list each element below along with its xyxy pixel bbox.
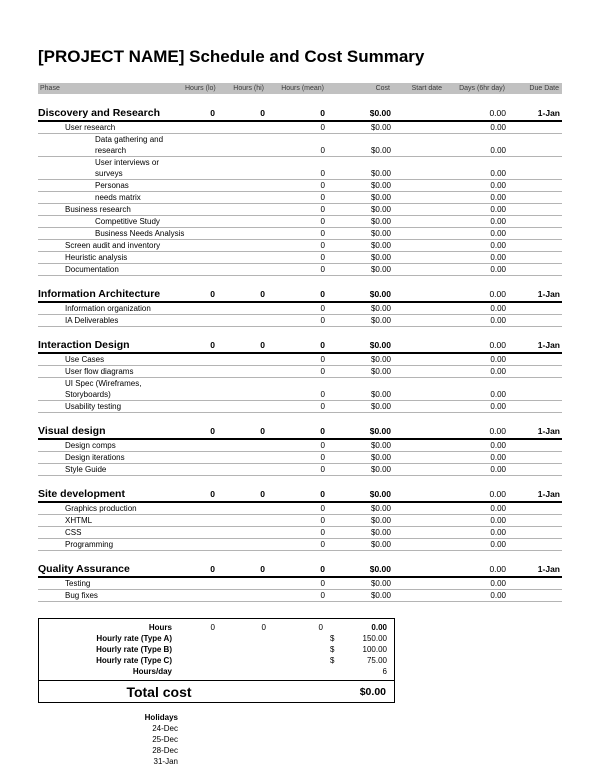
cost-cell: $0.00 [370,253,391,262]
hours-mean-cell: 0 [320,340,325,350]
section-name: Discovery and Research [38,107,160,119]
hours-mean-cell: 0 [320,123,325,132]
hours-mean-cell: 0 [320,304,325,313]
days-cell: 0.00 [490,540,506,549]
task-label: Competitive Study [95,217,160,226]
hours-lo-cell: 0 [210,340,215,350]
hours-mean-cell: 0 [320,516,325,525]
summary-label: Hours [148,623,172,632]
hours-mean-cell: 0 [320,181,325,190]
hours-mean-cell: 0 [320,193,325,202]
currency-symbol: $ [330,656,335,665]
hours-mean-cell: 0 [320,108,325,118]
cost-cell: $0.00 [370,205,391,214]
days-cell: 0.00 [490,241,506,250]
holidays-label: Holidays [144,713,178,722]
cost-cell: $0.00 [370,316,391,325]
column-header-hours-mean: Hours (mean) [281,85,324,92]
hours-lo-cell: 0 [210,426,215,436]
due-date-cell: 1-Jan [537,289,560,299]
total-cost-value: $0.00 [359,685,386,698]
task-row-design-comps [38,440,562,452]
task-row-testing [38,578,562,590]
hours-lo-cell: 0 [210,489,215,499]
cost-cell: $0.00 [370,465,391,474]
days-cell: 0.00 [490,453,506,462]
cost-cell: $0.00 [369,289,391,299]
summary-row-hourly-rate-type-b [39,644,394,655]
cost-cell: $0.00 [369,489,391,499]
section-visual-design [38,425,562,476]
holiday-date: 31-Jan [153,757,178,766]
section-header-row [38,488,562,503]
task-row-user-interviews-or-surveys [38,157,562,180]
task-label: Design iterations [65,453,125,462]
summary-row-hourly-rate-type-a [39,633,394,644]
summary-amount: 0.00 [371,623,387,632]
task-row-personas [38,180,562,192]
cost-cell: $0.00 [369,564,391,574]
cost-cell: $0.00 [370,181,391,190]
hours-mean-cell: 0 [320,402,325,411]
summary-rows [39,622,394,677]
hours-mean-cell: 0 [320,241,325,250]
task-label: User research [65,123,116,132]
hours-hi-cell: 0 [260,108,265,118]
hours-mean-cell: 0 [320,316,325,325]
cost-cell: $0.00 [370,453,391,462]
task-label: Usability testing [65,402,122,411]
task-label: Information organization [65,304,151,313]
section-name: Visual design [38,425,106,437]
days-cell: 0.00 [490,193,506,202]
task-row-needs-matrix [38,192,562,204]
cost-cell: $0.00 [370,591,391,600]
task-label: Style Guide [65,465,107,474]
hours-mean-cell: 0 [320,229,325,238]
hours-mean-cell: 0 [320,540,325,549]
hours-mean-cell: 0 [320,453,325,462]
hours-hi-cell: 0 [260,289,265,299]
total-cost-row [39,680,394,702]
section-name: Information Architecture [38,288,161,300]
hours-lo-cell: 0 [210,564,215,574]
cost-cell: $0.00 [370,169,391,178]
task-row-programming [38,539,562,551]
table-body [38,107,562,602]
days-cell: 0.00 [489,564,506,574]
section-quality-assurance [38,563,562,602]
task-label: Programming [65,540,114,549]
section-interaction-design [38,339,562,413]
task-label: Screen audit and inventory [65,241,161,250]
holiday-date: 24-Dec [152,724,178,733]
days-cell: 0.00 [490,516,506,525]
task-row-ui-spec-wireframes-storyboards [38,378,562,401]
days-cell: 0.00 [490,265,506,274]
cost-cell: $0.00 [369,108,391,118]
due-date-cell: 1-Jan [537,489,560,499]
column-header-cost: Cost [375,85,390,92]
task-label: Business Needs Analysis [95,229,185,238]
hours-mean-cell: 0 [320,390,325,399]
hours-mean-cell: 0 [320,564,325,574]
task-row-user-research [38,122,562,134]
section-information-architecture [38,288,562,327]
summary-amount: 6 [382,667,387,676]
currency-symbol: $ [330,634,335,643]
cost-cell: $0.00 [370,123,391,132]
cost-cell: $0.00 [370,265,391,274]
summary-hours-cell-2: 0 [261,623,266,632]
summary-amount: 75.00 [366,656,387,665]
column-header-hours-lo: Hours (lo) [185,85,216,92]
task-label: Use Cases [65,355,105,364]
column-header-due-date: Due Date [529,85,559,92]
summary-label: Hourly rate (Type C) [96,656,172,665]
summary-amount: 150.00 [362,634,387,643]
days-cell: 0.00 [490,591,506,600]
summary-row-hours [39,622,394,633]
days-cell: 0.00 [490,355,506,364]
cost-cell: $0.00 [370,241,391,250]
days-cell: 0.00 [490,316,506,325]
column-header-start-date: Start date [411,85,442,92]
section-header-row [38,107,562,122]
task-label: CSS [65,528,82,537]
task-label: Personas [95,181,129,190]
task-label: IA Deliverables [65,316,119,325]
schedule-table [38,83,562,602]
holidays-block [38,712,178,767]
task-label: Heuristic analysis [65,253,128,262]
summary-box [38,618,395,703]
task-row-business-research [38,204,562,216]
section-header-row [38,563,562,578]
section-header-row [38,339,562,354]
due-date-cell: 1-Jan [537,564,560,574]
task-label: User interviews or surveys [95,158,160,178]
currency-symbol: $ [330,645,335,654]
hours-mean-cell: 0 [320,253,325,262]
cost-cell: $0.00 [369,340,391,350]
task-row-documentation [38,264,562,276]
task-label: needs matrix [95,193,141,202]
task-label: User flow diagrams [65,367,134,376]
summary-amount: 100.00 [362,645,387,654]
holidays-list [38,723,178,767]
task-label: Documentation [65,265,119,274]
section-header-row [38,425,562,440]
task-label: UI Spec (Wireframes, Storyboards) [65,379,142,399]
due-date-cell: 1-Jan [537,340,560,350]
days-cell: 0.00 [490,402,506,411]
cost-cell: $0.00 [369,426,391,436]
task-label: Bug fixes [65,591,98,600]
section-header-row [38,288,562,303]
task-row-graphics-production [38,503,562,515]
days-cell: 0.00 [490,253,506,262]
due-date-cell: 1-Jan [537,426,560,436]
hours-mean-cell: 0 [320,289,325,299]
hours-mean-cell: 0 [320,146,325,155]
task-label: Data gathering and research [95,135,164,155]
section-site-development [38,488,562,551]
task-row-screen-audit-and-inventory [38,240,562,252]
days-cell: 0.00 [490,367,506,376]
task-label: Testing [65,579,91,588]
cost-cell: $0.00 [370,579,391,588]
cost-cell: $0.00 [370,390,391,399]
task-row-css [38,527,562,539]
days-cell: 0.00 [490,390,506,399]
hours-mean-cell: 0 [320,367,325,376]
column-header-days-6hr-day: Days (6hr day) [459,85,505,92]
cost-cell: $0.00 [370,146,391,155]
table-header-row [38,83,562,94]
hours-mean-cell: 0 [320,441,325,450]
summary-row-hourly-rate-type-c [39,655,394,666]
hours-mean-cell: 0 [320,579,325,588]
task-row-user-flow-diagrams [38,366,562,378]
hours-lo-cell: 0 [210,108,215,118]
task-row-ia-deliverables [38,315,562,327]
task-label: Business research [65,205,131,214]
cost-cell: $0.00 [370,304,391,313]
section-name: Quality Assurance [38,563,130,575]
page-title: [PROJECT NAME] Schedule and Cost Summary [38,47,425,66]
hours-mean-cell: 0 [320,355,325,364]
hours-hi-cell: 0 [260,426,265,436]
task-row-use-cases [38,354,562,366]
holiday-date: 25-Dec [152,735,178,744]
summary-hours-cell-1: 0 [210,623,215,632]
task-row-heuristic-analysis [38,252,562,264]
summary-label: Hourly rate (Type A) [96,634,172,643]
task-row-business-needs-analysis [38,228,562,240]
days-cell: 0.00 [489,489,506,499]
task-row-bug-fixes [38,590,562,602]
cost-cell: $0.00 [370,355,391,364]
days-cell: 0.00 [490,123,506,132]
days-cell: 0.00 [490,217,506,226]
task-label: Design comps [65,441,116,450]
cost-cell: $0.00 [370,193,391,202]
hours-mean-cell: 0 [320,504,325,513]
section-name: Site development [38,488,125,500]
section-discovery-and-research [38,107,562,276]
days-cell: 0.00 [490,146,506,155]
due-date-cell: 1-Jan [537,108,560,118]
days-cell: 0.00 [490,229,506,238]
hours-mean-cell: 0 [320,169,325,178]
column-header-phase: Phase [40,85,60,92]
task-row-competitive-study [38,216,562,228]
days-cell: 0.00 [489,426,506,436]
column-header-hours-hi: Hours (hi) [233,85,264,92]
summary-row-hours-day [39,666,394,677]
hours-hi-cell: 0 [260,564,265,574]
days-cell: 0.00 [490,169,506,178]
task-row-xhtml [38,515,562,527]
cost-cell: $0.00 [370,367,391,376]
section-name: Interaction Design [38,339,130,351]
cost-cell: $0.00 [370,516,391,525]
hours-hi-cell: 0 [260,489,265,499]
task-row-usability-testing [38,401,562,413]
days-cell: 0.00 [490,504,506,513]
summary-label: Hours/day [132,667,172,676]
hours-lo-cell: 0 [210,289,215,299]
task-row-design-iterations [38,452,562,464]
summary-hours-cell-3: 0 [318,623,323,632]
summary-label: Hourly rate (Type B) [96,645,172,654]
days-cell: 0.00 [489,340,506,350]
cost-cell: $0.00 [370,441,391,450]
holiday-date: 28-Dec [152,746,178,755]
hours-mean-cell: 0 [320,528,325,537]
cost-cell: $0.00 [370,217,391,226]
hours-mean-cell: 0 [320,217,325,226]
task-row-information-organization [38,303,562,315]
hours-mean-cell: 0 [320,265,325,274]
total-cost-label: Total cost [126,683,192,700]
cost-cell: $0.00 [370,540,391,549]
cost-cell: $0.00 [370,229,391,238]
days-cell: 0.00 [490,181,506,190]
hours-hi-cell: 0 [260,340,265,350]
cost-cell: $0.00 [370,402,391,411]
days-cell: 0.00 [490,579,506,588]
task-row-style-guide [38,464,562,476]
days-cell: 0.00 [490,205,506,214]
task-row-data-gathering-and-research [38,134,562,157]
days-cell: 0.00 [490,465,506,474]
days-cell: 0.00 [489,289,506,299]
days-cell: 0.00 [490,441,506,450]
cost-cell: $0.00 [370,504,391,513]
hours-mean-cell: 0 [320,205,325,214]
task-label: XHTML [65,516,93,525]
hours-mean-cell: 0 [320,489,325,499]
hours-mean-cell: 0 [320,591,325,600]
hours-mean-cell: 0 [320,426,325,436]
task-label: Graphics production [65,504,137,513]
hours-mean-cell: 0 [320,465,325,474]
days-cell: 0.00 [490,304,506,313]
days-cell: 0.00 [489,108,506,118]
cost-cell: $0.00 [370,528,391,537]
days-cell: 0.00 [490,528,506,537]
